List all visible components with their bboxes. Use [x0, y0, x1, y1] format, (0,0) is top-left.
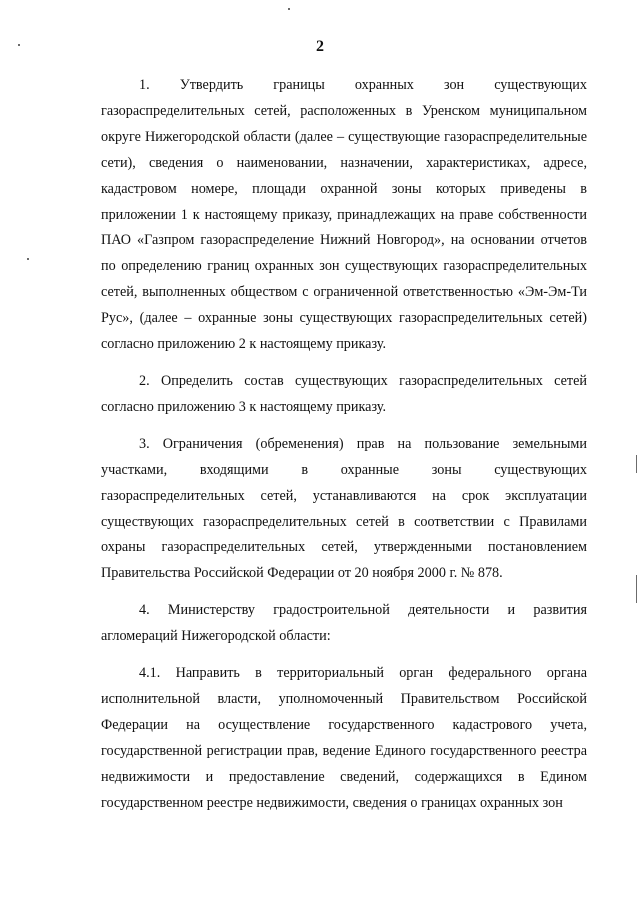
scan-edge-line — [636, 455, 637, 473]
paragraph-1: 1. Утвердить границы охранных зон существующих газораспределительных сетей, расположенных в Уренском муниципальном округе Нижегородской области (далее – существующие газораспределительные сети), сведения о наименовании, назначении, характеристиках, адресе, кадастровом номере, площади охранной зоны которых приведены в приложении 1 к настоящему приказу, принадлежащих на праве собственности ПАО «Газпром газораспределение Нижний Новгород», на основании отчетов по определению границ охранных зон существующих газораспределительных сетей, выполненных обществом с ограниченной ответственностью «Эм-Эм-Ти Рус», (далее – охранные зоны существующих газораспределительных сетей) согласно приложению 2 к настоящему приказу. — [101, 77, 587, 353]
scan-speck — [18, 44, 20, 46]
document-body — [101, 73, 587, 827]
paragraph-3: 3. Ограничения (обременения) прав на пользование земельными участками, входящими в охранные зоны существующих газораспределительных сетей, устанавливаются на срок эксплуатации существующих газораспределительных сетей в соответствии с Правилами охраны газораспределительных сетей, утвержденными постановлением Правительства Российской Федерации от 20 ноября 2000 г. № 878. — [101, 435, 587, 582]
page-number: 2 — [316, 38, 324, 55]
scan-speck — [288, 8, 290, 10]
scan-edge-line — [636, 575, 637, 603]
paragraph-4-1: 4.1. Направить в территориальный орган федерального органа исполнительной власти, уполномоченный Правительством Российской Федерации на осуществление государственного кадастрового учета, государственной регистрации прав, ведение Единого государственного реестра недвижимости и предоставление сведений, содержащихся в Едином государственном реестре недвижимости, сведения о границах охранных зон — [101, 665, 587, 811]
paragraph-4: 4. Министерству градостроительной деятельности и развития агломераций Нижегородской области: — [101, 602, 587, 645]
scan-speck — [27, 258, 29, 260]
paragraph-2: 2. Определить состав существующих газораспределительных сетей согласно приложению 3 к настоящему приказу. — [101, 372, 587, 415]
